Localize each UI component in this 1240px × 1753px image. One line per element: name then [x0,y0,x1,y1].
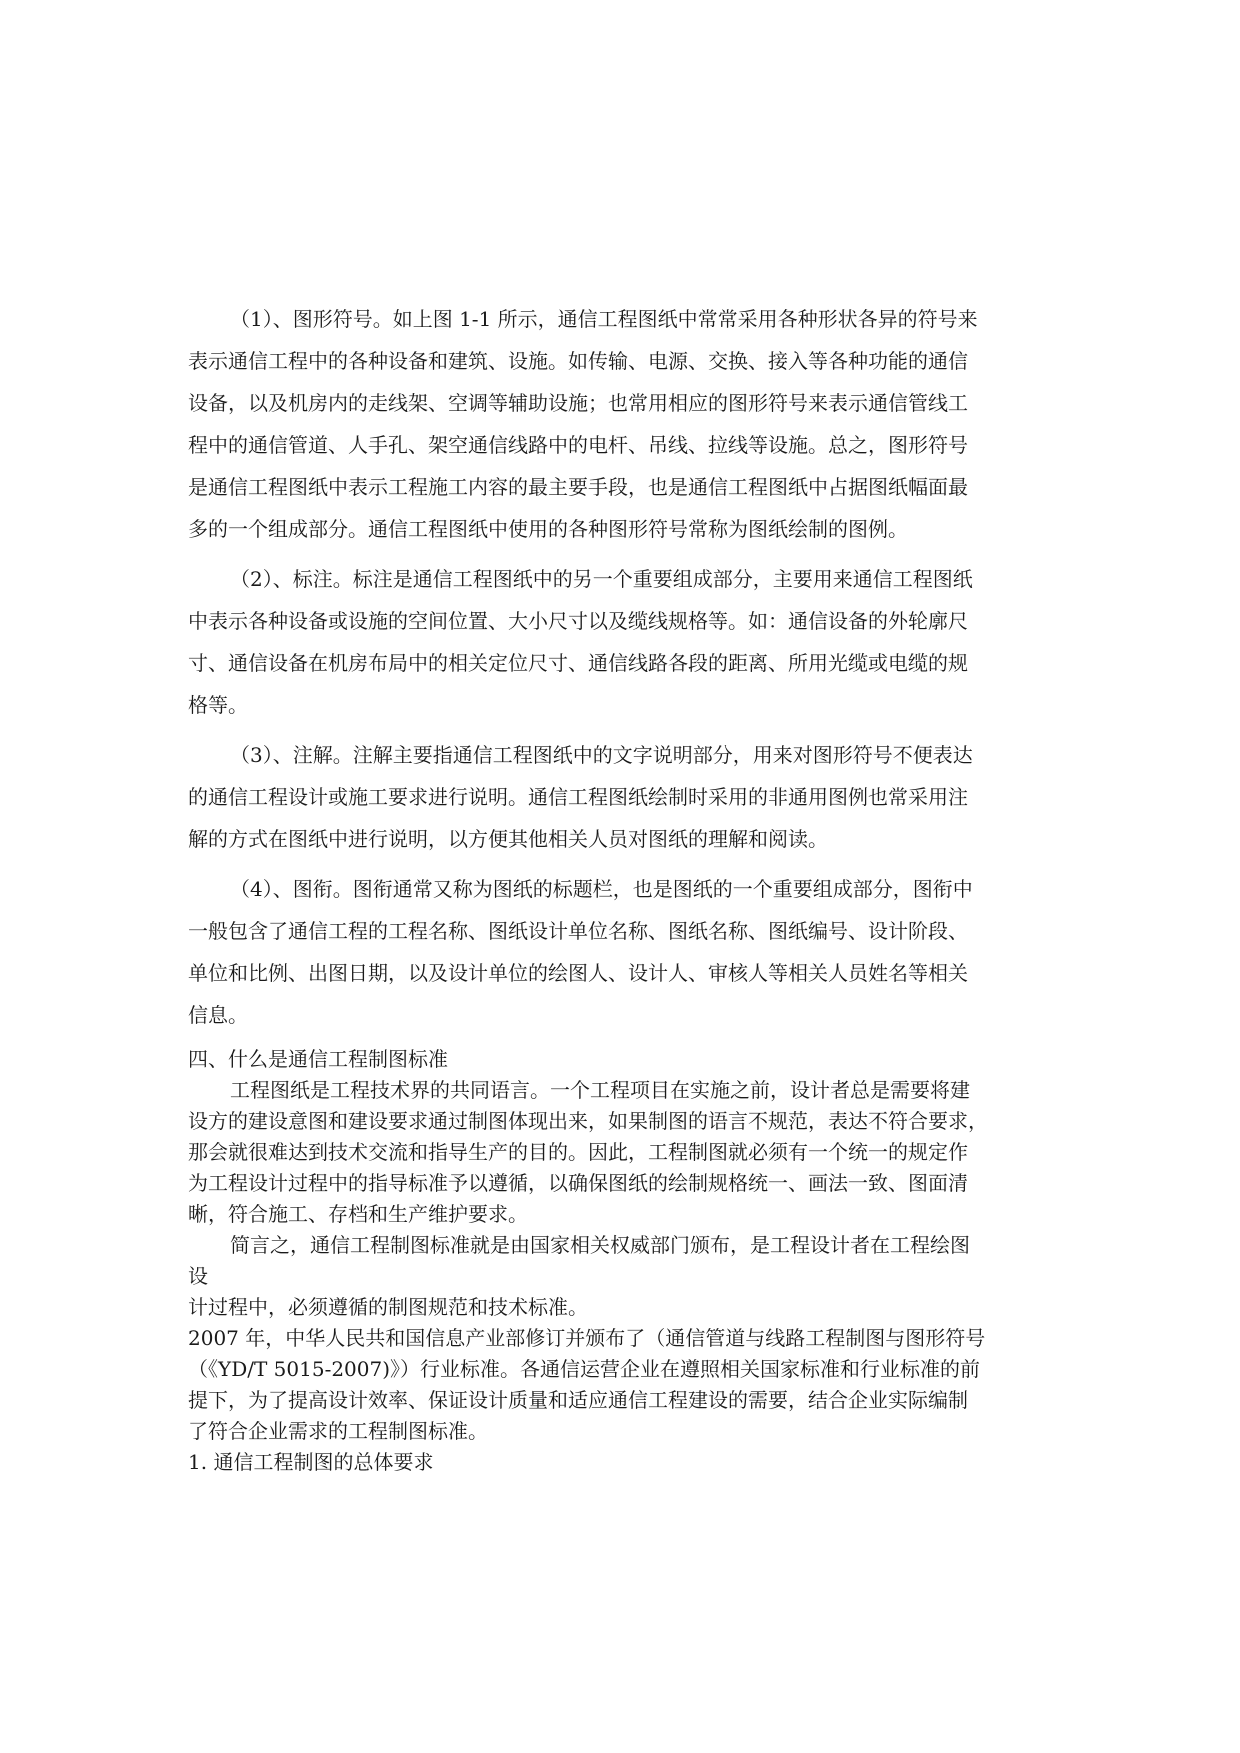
text-line: 解的方式在图纸中进行说明，以方便其他相关人员对图纸的理解和阅读。 [188,827,828,851]
text-line: 提下，为了提高设计效率、保证设计质量和适应通信工程建设的需要，结合企业实际编制 [188,1388,968,1412]
text-line: 程中的通信管道、人手孔、架空通信线路中的电杆、吊线、拉线等设施。总之，图形符号 [188,433,968,457]
section-heading: 四、什么是通信工程制图标准 [188,1047,448,1071]
paragraph-standard-2007 [188,1323,1058,1447]
text-line: 的通信工程设计或施工要求进行说明。通信工程图纸绘制时采用的非通用图例也常采用注 [188,785,968,809]
text-line: 信息。 [188,1003,248,1027]
text-line: （1）、图形符号。如上图 1-1 所示，通信工程图纸中常常采用各种形状各异的符号来 [230,307,978,331]
text-line: （4）、图衔。图衔通常又称为图纸的标题栏，也是图纸的一个重要组成部分，图衔中 [230,877,973,901]
text-line: 中表示各种设备或设施的空间位置、大小尺寸以及缆线规格等。如：通信设备的外轮廓尺 [188,609,968,633]
text-line: 2007 年，中华人民共和国信息产业部修订并颁布了（通信管道与线路工程制图与图形符号 [188,1326,986,1350]
text-line: 那会就很难达到技术交流和指导生产的目的。因此，工程制图就必须有一个统一的规定作 [188,1140,968,1164]
text-line: 设备，以及机房内的走线架、空调等辅助设施；也常用相应的图形符号来表示通信管线工 [188,391,968,415]
paragraph-summary-continued [188,1292,1058,1323]
document-body [188,298,1058,1478]
text-line: 多的一个组成部分。通信工程图纸中使用的各种图形符号常称为图纸绘制的图例。 [188,517,908,541]
text-line: 为工程设计过程中的指导标准予以遵循，以确保图纸的绘制规格统一、画法一致、图面清 [188,1171,968,1195]
text-line: 寸、通信设备在机房布局中的相关定位尺寸、通信线路各段的距离、所用光缆或电缆的规 [188,651,968,675]
list-heading: 1. 通信工程制图的总体要求 [188,1450,434,1474]
text-line: 格等。 [188,693,248,717]
paragraph-notes [188,734,1058,860]
text-line: 单位和比例、出图日期，以及设计单位的绘图人、设计人、审核人等相关人员姓名等相关 [188,961,968,985]
text-line: 表示通信工程中的各种设备和建筑、设施。如传输、电源、交换、接入等各种功能的通信 [188,349,968,373]
text-line: 了符合企业需求的工程制图标准。 [188,1419,488,1443]
text-line: 设方的建设意图和建设要求通过制图体现出来，如果制图的语言不规范，表达不符合要求， [188,1109,988,1133]
text-line: 简言之，通信工程制图标准就是由国家相关权威部门颁布，是工程设计者在工程绘图 [230,1233,970,1257]
text-line: （《YD/T 5015-2007)》）行业标准。各通信运营企业在遵照相关国家标准和行业标准的前 [188,1357,981,1381]
paragraph-annotation [188,558,1058,726]
paragraph-summary [188,1230,1058,1292]
text-line: 是通信工程图纸中表示工程施工内容的最主要手段，也是通信工程图纸中占据图纸幅面最 [188,475,968,499]
text-line: 设 [188,1264,208,1288]
paragraph-title-block [188,868,1058,1036]
text-line: 晰，符合施工、存档和生产维护要求。 [188,1202,528,1226]
paragraph-graphic-symbols [188,298,1058,550]
text-line: 计过程中，必须遵循的制图规范和技术标准。 [188,1295,588,1319]
text-line: （3）、注解。注解主要指通信工程图纸中的文字说明部分，用来对图形符号不便表达 [230,743,973,767]
text-line: 一般包含了通信工程的工程名称、图纸设计单位名称、图纸名称、图纸编号、设计阶段、 [188,919,968,943]
text-line: 工程图纸是工程技术界的共同语言。一个工程项目在实施之前，设计者总是需要将建 [230,1078,970,1102]
text-line: （2）、标注。标注是通信工程图纸中的另一个重要组成部分，主要用来通信工程图纸 [230,567,973,591]
paragraph-drawing-language [188,1075,1058,1230]
